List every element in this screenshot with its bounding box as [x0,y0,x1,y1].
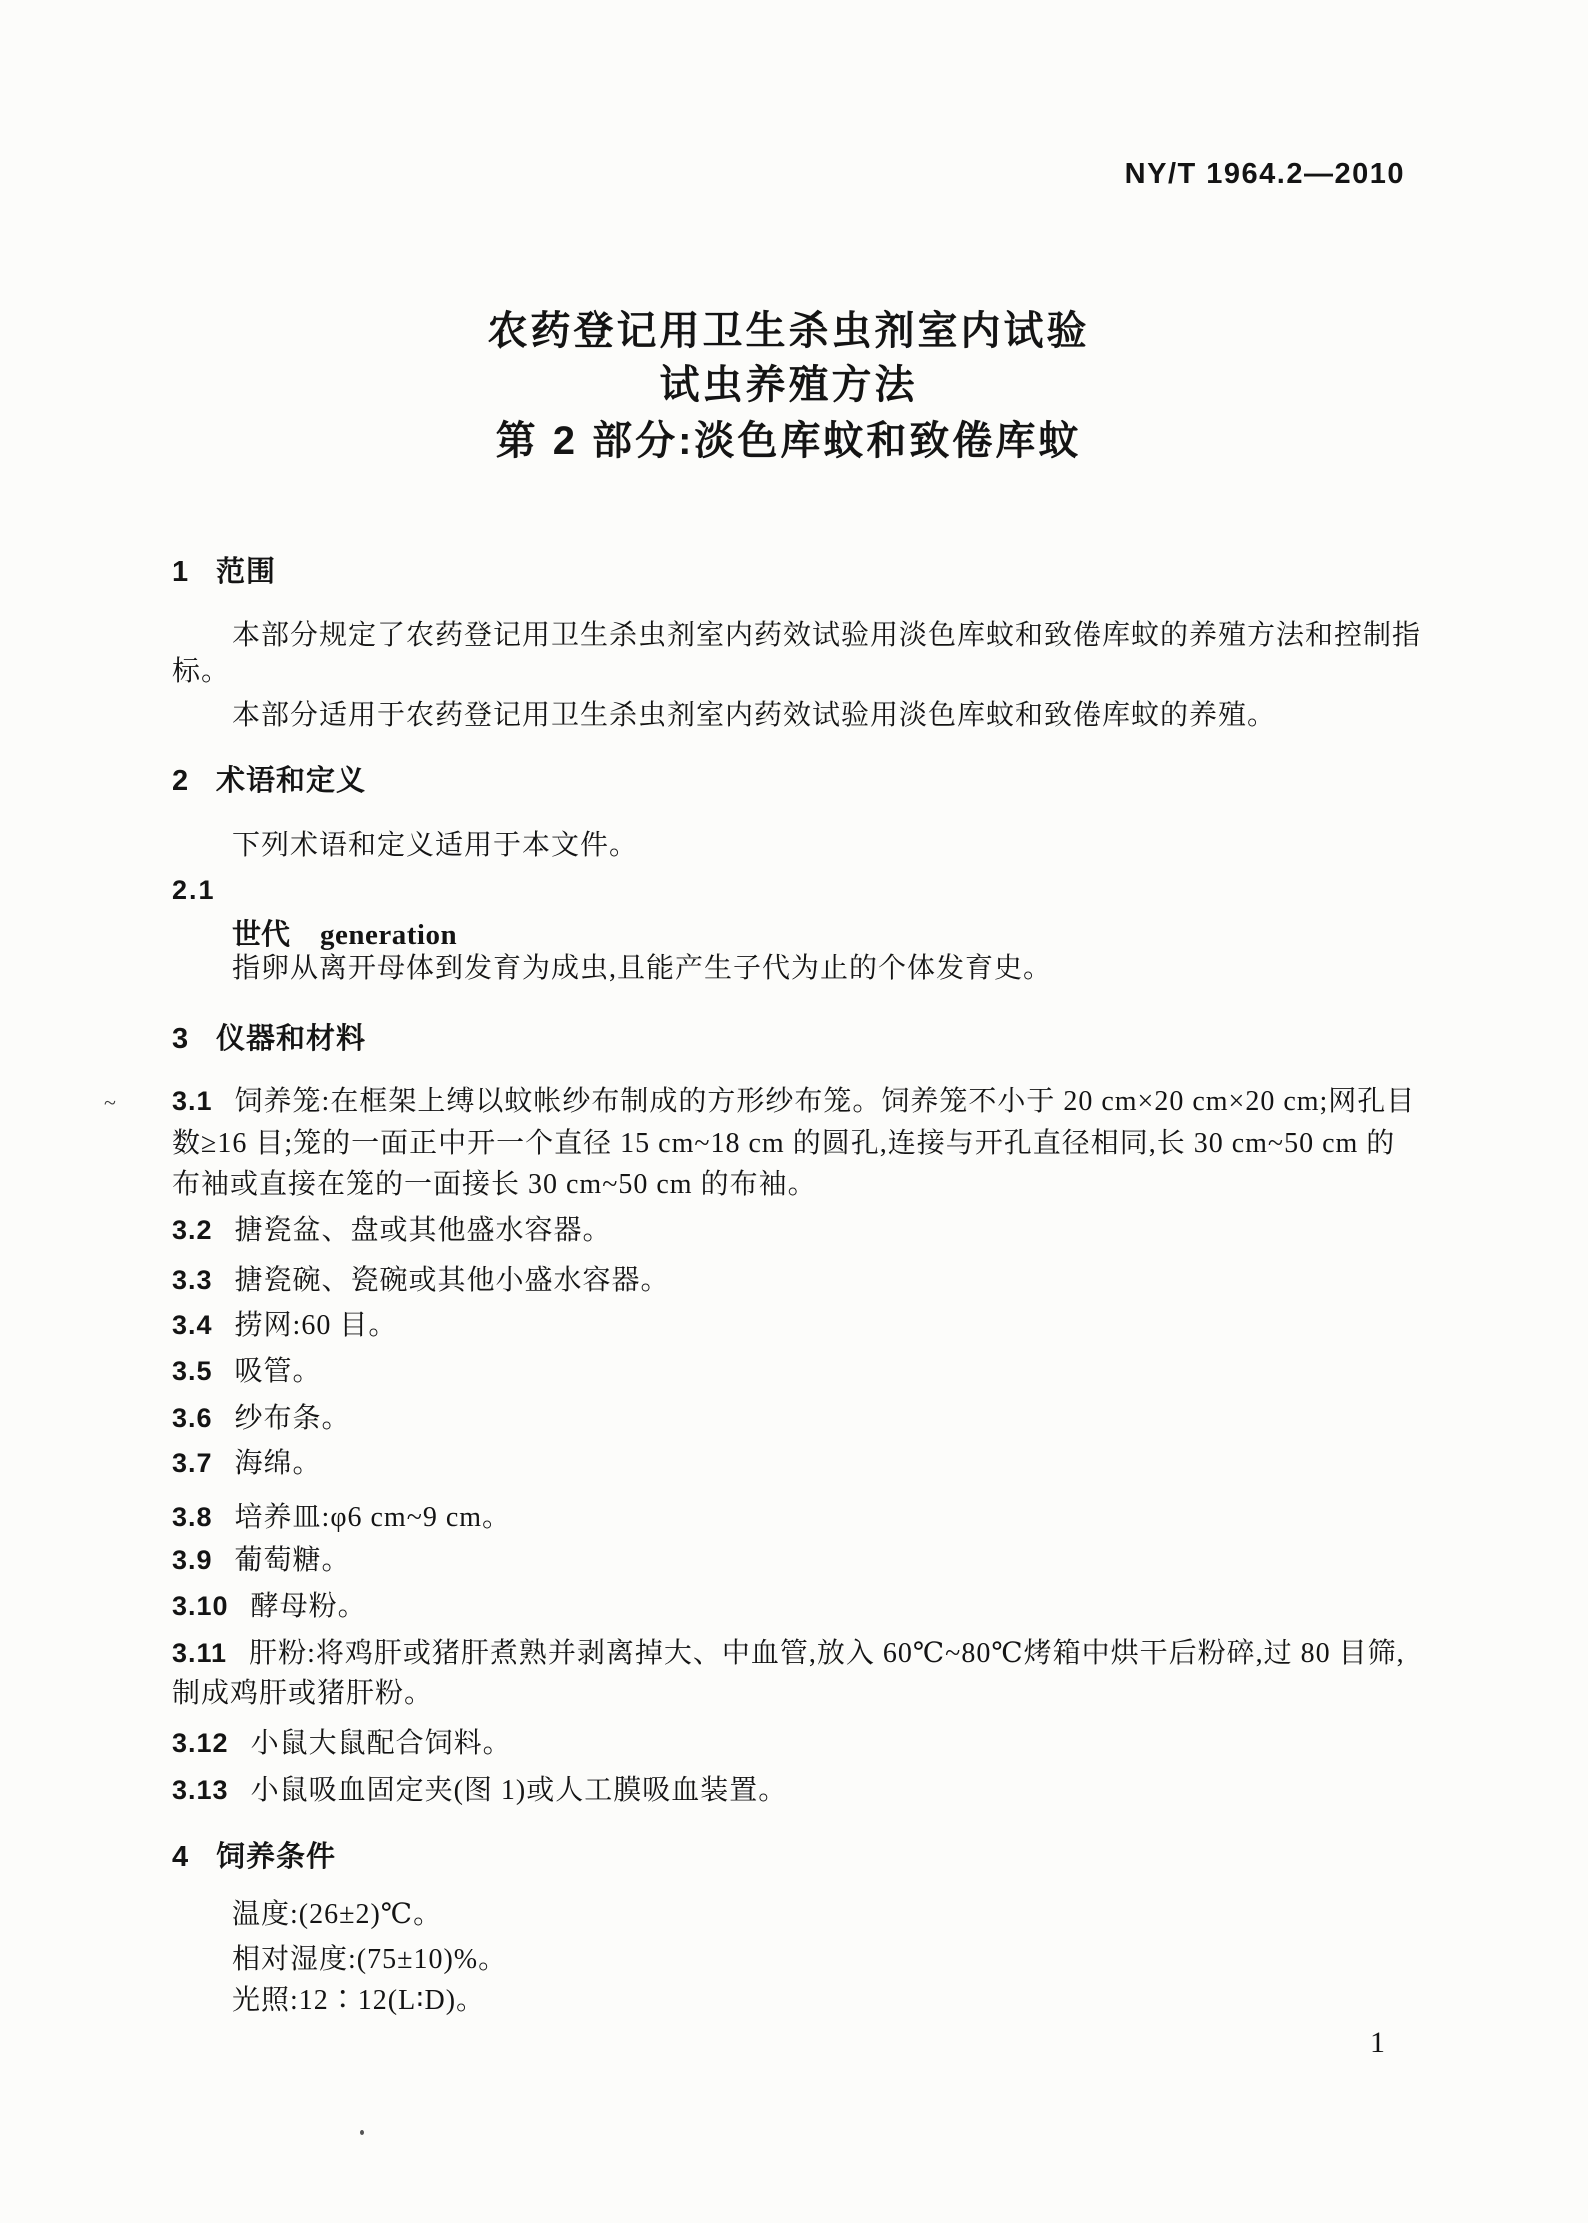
section-2-heading [172,767,366,796]
section-1-paragraph-1-line-2: 标。 [172,656,231,687]
item-3-4-text: 捞网:60 目。 [234,1310,398,1341]
section-1-paragraph-1-line-1: 本部分规定了农药登记用卫生杀虫剂室内药效试验用淡色库蚊和致倦库蚊的养殖方法和控制指 [232,620,1422,651]
item-3-6 [172,1405,351,1433]
scan-speck [360,2130,364,2135]
item-3-1 [172,1088,1415,1116]
item-3-7-text: 海绵。 [234,1448,322,1479]
item-3-5-text: 吸管。 [234,1356,322,1387]
item-3-10-number: 3.10 [172,1591,229,1621]
section-3-label: 仪器和材料 [216,1023,367,1055]
section-1-number: 1 [172,556,190,588]
item-3-3 [172,1267,670,1295]
condition-temperature: 温度:(26±2)℃。 [232,1899,443,1930]
section-3-number: 3 [172,1023,190,1055]
section-1-label: 范围 [216,556,277,588]
doc-title-line-3: 第 2 部分:淡色库蚊和致倦库蚊 [495,419,1082,463]
item-3-9-number: 3.9 [172,1545,213,1575]
page-number: 1 [1370,2026,1386,2059]
item-3-10-text: 酵母粉。 [250,1591,367,1622]
item-3-10 [172,1593,367,1621]
item-3-11-text: 肝粉:将鸡肝或猪肝煮熟并剥离掉大、中血管,放入 60℃~80℃烤箱中烘干后粉碎,过 80 目筛, [249,1638,1405,1669]
term-definition: 指卵从离开母体到发育为成虫,且能产生子代为止的个体发育史。 [232,953,1053,984]
item-3-7-number: 3.7 [172,1448,213,1478]
term-entry [232,921,457,950]
section-2-number: 2 [172,765,190,797]
section-4-label: 饲养条件 [216,1841,337,1873]
item-3-4 [172,1312,397,1340]
section-1-heading [172,558,276,587]
item-3-8 [172,1504,511,1532]
condition-light: 光照:12∶12(L∶D)。 [232,1985,486,2016]
section-2-label: 术语和定义 [216,765,367,797]
item-3-8-number: 3.8 [172,1502,213,1532]
item-3-11 [172,1640,1405,1668]
item-3-13 [172,1777,787,1805]
item-3-3-number: 3.3 [172,1265,213,1295]
clause-2-1-number: 2.1 [172,875,216,905]
item-3-12-number: 3.12 [172,1728,229,1758]
section-4-number: 4 [172,1841,190,1873]
item-3-6-text: 纱布条。 [234,1403,351,1434]
standard-number: NY/T 1964.2—2010 [1124,158,1405,190]
item-3-1-text: 饲养笼:在框架上缚以蚊帐纱布制成的方形纱布笼。饲养笼不小于 20 cm×20 cm×20 cm;网孔目 [234,1086,1416,1117]
doc-title-line-1: 农药登记用卫生杀虫剂室内试验 [487,309,1090,353]
section-2-intro: 下列术语和定义适用于本文件。 [232,830,639,861]
item-3-11-number: 3.11 [172,1638,228,1668]
doc-title-line-2: 试虫养殖方法 [659,363,918,407]
item-3-9-text: 葡萄糖。 [234,1545,351,1576]
item-3-3-text: 搪瓷碗、瓷碗或其他小盛水容器。 [234,1265,670,1296]
item-3-2-number: 3.2 [172,1215,213,1245]
item-3-12 [172,1730,512,1758]
item-3-8-text: 培养皿:φ6 cm~9 cm。 [234,1502,512,1533]
item-3-7 [172,1450,322,1478]
scan-margin-mark: ~ [104,1090,117,1115]
section-4-heading [172,1843,336,1872]
item-3-2-text: 搪瓷盆、盘或其他盛水容器。 [234,1215,612,1246]
item-3-5 [172,1358,322,1386]
section-3-heading [172,1025,366,1054]
item-3-4-number: 3.4 [172,1310,213,1340]
term-english: generation [320,919,458,951]
condition-humidity: 相对湿度:(75±10)%。 [232,1944,508,1975]
section-1-paragraph-2: 本部分适用于农药登记用卫生杀虫剂室内药效试验用淡色库蚊和致倦库蚊的养殖。 [232,700,1277,731]
item-3-13-text: 小鼠吸血固定夹(图 1)或人工膜吸血装置。 [250,1775,788,1806]
item-3-5-number: 3.5 [172,1356,213,1386]
item-3-1-number: 3.1 [172,1086,213,1116]
item-3-9 [172,1547,351,1575]
item-3-1-continuation-2: 布袖或直接在笼的一面接长 30 cm~50 cm 的布袖。 [172,1169,817,1200]
item-3-2 [172,1217,612,1245]
item-3-13-number: 3.13 [172,1775,229,1805]
term-chinese: 世代 [232,919,291,951]
item-3-6-number: 3.6 [172,1403,213,1433]
item-3-12-text: 小鼠大鼠配合饲料。 [250,1728,512,1759]
item-3-1-continuation-1: 数≥16 目;笼的一面正中开一个直径 15 cm~18 cm 的圆孔,连接与开孔直径相同,长 30 cm~50 cm 的 [172,1128,1396,1159]
item-3-11-continuation-1: 制成鸡肝或猪肝粉。 [172,1678,434,1709]
